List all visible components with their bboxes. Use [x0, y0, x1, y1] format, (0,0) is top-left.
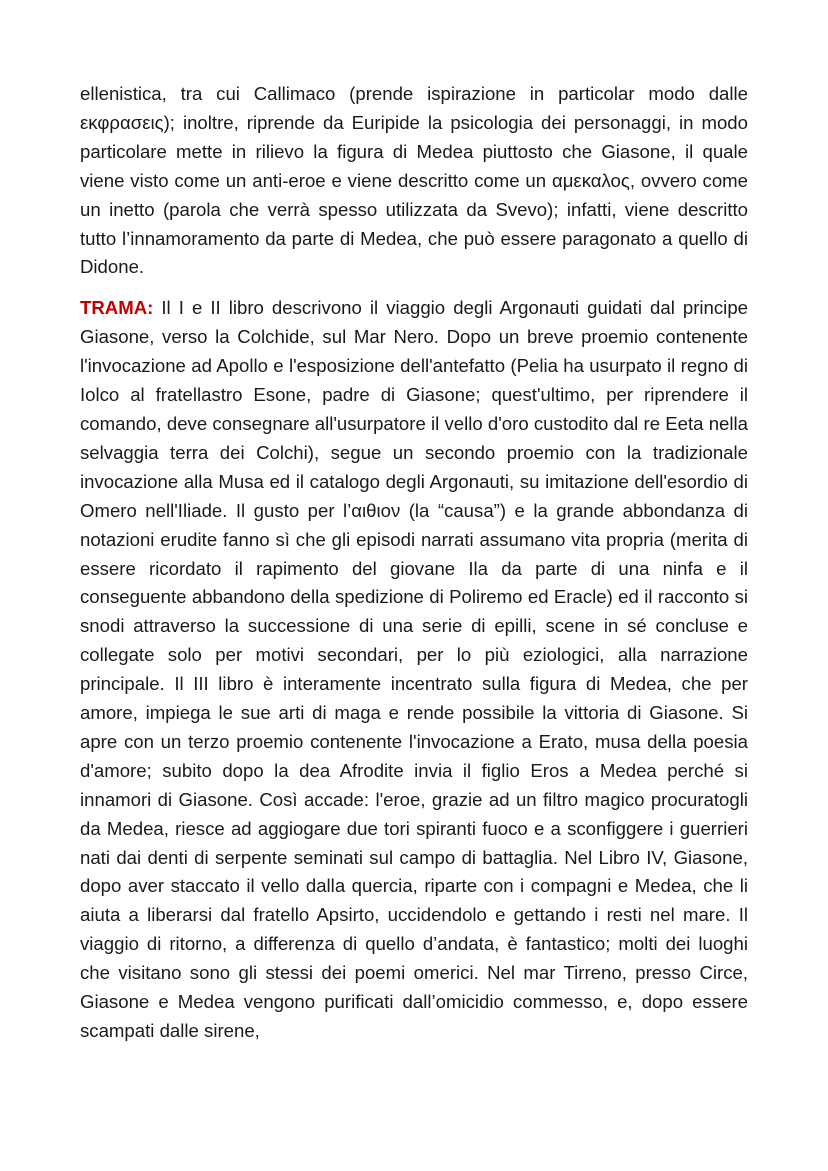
trama-label: TRAMA:	[80, 297, 154, 319]
document-page	[80, 80, 748, 1046]
trama-text: Il I e II libro descrivono il viaggio degli Argonauti guidati dal principe Giasone, verso la Colchide, sul Mar Nero. Dopo un breve proemio contenente l'invocazione ad Apollo e l'esposizione dell'antefatto (Pelia ha usurpato il regno di Iolco al fratellastro Esone, padre di Giasone; quest'ultimo, per riprendere il comando, deve consegnare all'usurpatore il vello d'oro custodito dal re Eeta nella selvaggia terra dei Colchi), segue un secondo proemio con la tradizionale invocazione alla Musa ed il catalogo degli Argonauti, su imitazione dell'esordio di Omero nell'Iliade. Il gusto per l’αιθιον (la “causa”) e la grande abbondanza di notazioni erudite fanno sì che gli episodi narrati assumano vita propria (merita di essere ricordato il rapimento del giovane Ila da parte di una ninfa e il conseguente abbandono della spedizione di Poliremo ed Eracle) ed il racconto si snodi attraverso la successione di una serie di epilli, scene in sé concluse e collegate solo per motivi secondari, per lo più eziologici, alla narrazione principale. Il III libro è interamente incentrato sulla figura di Medea, che per amore, impiega le sue arti di maga e rende possibile la vittoria di Giasone. Si apre con un terzo proemio contenente l'invocazione a Erato, musa della poesia d'amore; subito dopo la dea Afrodite invia il figlio Eros a Medea perché si innamori di Giasone. Così accade: l'eroe, grazie ad un filtro magico procuratogli da Medea, riesce ad aggiogare due tori spiranti fuoco e a sconfiggere i guerrieri nati dai denti di serpente seminati sul campo di battaglia. Nel Libro IV, Giasone, dopo aver staccato il vello dalla quercia, riparte con i compagni e Medea, che li aiuta a liberarsi dal fratello Apsirto, uccidendolo e gettando i resti nel mare. Il viaggio di ritorno, a differenza di quello d’andata, è fantastico; molti dei luoghi che visitano sono gli stessi dei poemi omerici. Nel mar Tirreno, presso Circe, Giasone e Medea vengono purificati dall’omicidio commesso, e, dopo essere scampati dalle sirene,	[80, 297, 748, 1041]
paragraph-intro: ellenistica, tra cui Callimaco (prende ispirazione in particolar modo dalle εκφρασεις); inoltre, riprende da Euripide la psicologia dei personaggi, in modo particolare mette in rilievo la figura di Medea piuttosto che Giasone, il quale viene visto come un anti-eroe e viene descritto come un αμεκαλος, ovvero come un inetto (parola che verrà spesso utilizzata da Svevo); infatti, viene descritto tutto l’innamoramento da parte di Medea, che può essere paragonato a quello di Didone.	[80, 83, 748, 278]
paragraph-trama	[80, 294, 748, 1046]
